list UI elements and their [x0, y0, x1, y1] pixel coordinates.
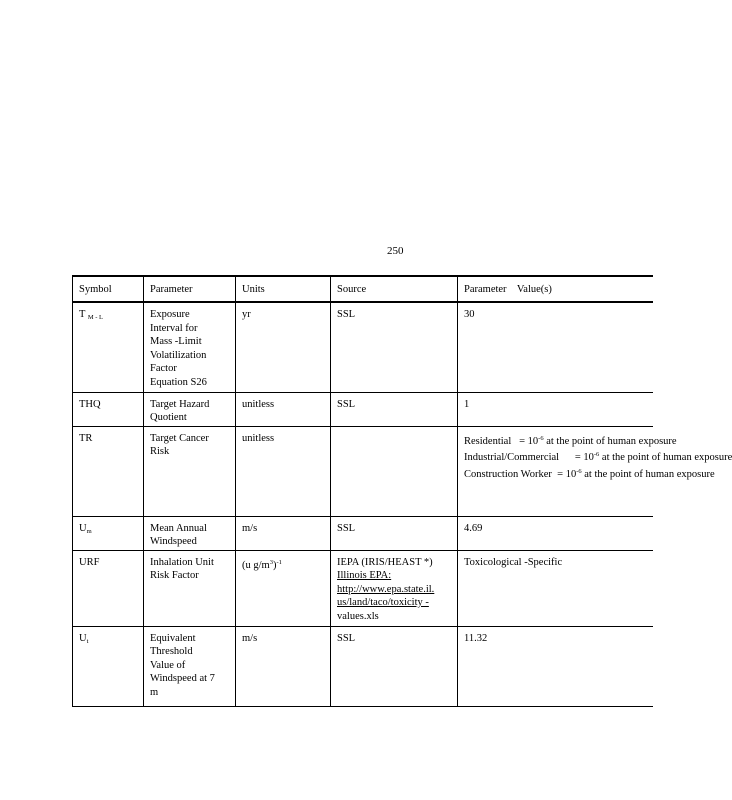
page-number: 250 — [387, 245, 404, 257]
cell-units: m/s — [236, 626, 331, 706]
tr-value-industrial: Industrial/Commercial = $10^{-6}$ at the point of human exposure — [464, 451, 732, 463]
cell-parameter: Target Hazard Quotient — [144, 392, 236, 426]
table-row — [73, 392, 653, 426]
cell-symbol: $U_t$ — [73, 626, 144, 706]
cell-source: SSL — [331, 516, 458, 550]
table-row — [73, 626, 653, 706]
source-line: Illinois EPA: — [337, 570, 392, 581]
cell-value: 1 — [458, 392, 653, 426]
parameter-table — [72, 275, 732, 707]
table-row — [73, 302, 653, 392]
table-header-row — [73, 276, 653, 302]
cell-units: yr — [236, 302, 331, 392]
table-row — [73, 516, 653, 550]
cell-parameter: Exposure Interval for Mass -Limit Volatilization Factor Equation S26 — [144, 302, 236, 392]
toxicity-values-link[interactable]: http://www.epa.state.il. us/land/taco/toxicity - — [337, 583, 435, 608]
cell-value: 11.32 — [458, 626, 653, 706]
cell-source — [331, 426, 458, 516]
source-line: values.xls — [337, 610, 379, 622]
cell-symbol: $U_m$ — [73, 516, 144, 550]
header-units: Units — [236, 276, 331, 302]
cell-units: unitless — [236, 426, 331, 516]
cell-source — [331, 550, 458, 626]
cell-parameter: Target Cancer Risk — [144, 426, 236, 516]
parameter-table-frame — [72, 275, 732, 705]
cell-units: (u $g/m^3)^{-1}$ — [236, 550, 331, 626]
header-symbol: Symbol — [73, 276, 144, 302]
cell-symbol: TR — [73, 426, 144, 516]
source-line: IEPA (IRIS/HEAST *) — [337, 556, 433, 568]
cell-source: SSL — [331, 392, 458, 426]
cell-value: 30 — [458, 302, 653, 392]
cell-units: unitless — [236, 392, 331, 426]
cell-value: Toxicological -Specific — [458, 550, 653, 626]
header-parameter: Parameter — [144, 276, 236, 302]
cell-source: SSL — [331, 626, 458, 706]
cell-parameter: Inhalation Unit Risk Factor — [144, 550, 236, 626]
cell-source: SSL — [331, 302, 458, 392]
cell-symbol: URF — [73, 550, 144, 626]
tr-value-residential: Residential = $10^{-6}$ at the point of human exposure — [464, 434, 677, 447]
cell-value — [458, 426, 732, 516]
cell-symbol: T $_{M - L}$ — [73, 302, 144, 392]
header-value: Parameter Value(s) — [458, 276, 653, 302]
cell-parameter: Mean Annual Windspeed — [144, 516, 236, 550]
header-source: Source — [331, 276, 458, 302]
table-row — [73, 550, 653, 626]
cell-parameter: Equivalent Threshold Value of Windspeed at 7 m — [144, 626, 236, 706]
tr-value-construction: Construction Worker = $10^{-6}$ at the point of human exposure — [464, 467, 715, 480]
cell-value: 4.69 — [458, 516, 653, 550]
cell-units: m/s — [236, 516, 331, 550]
table-row — [73, 426, 653, 516]
cell-symbol: THQ — [73, 392, 144, 426]
